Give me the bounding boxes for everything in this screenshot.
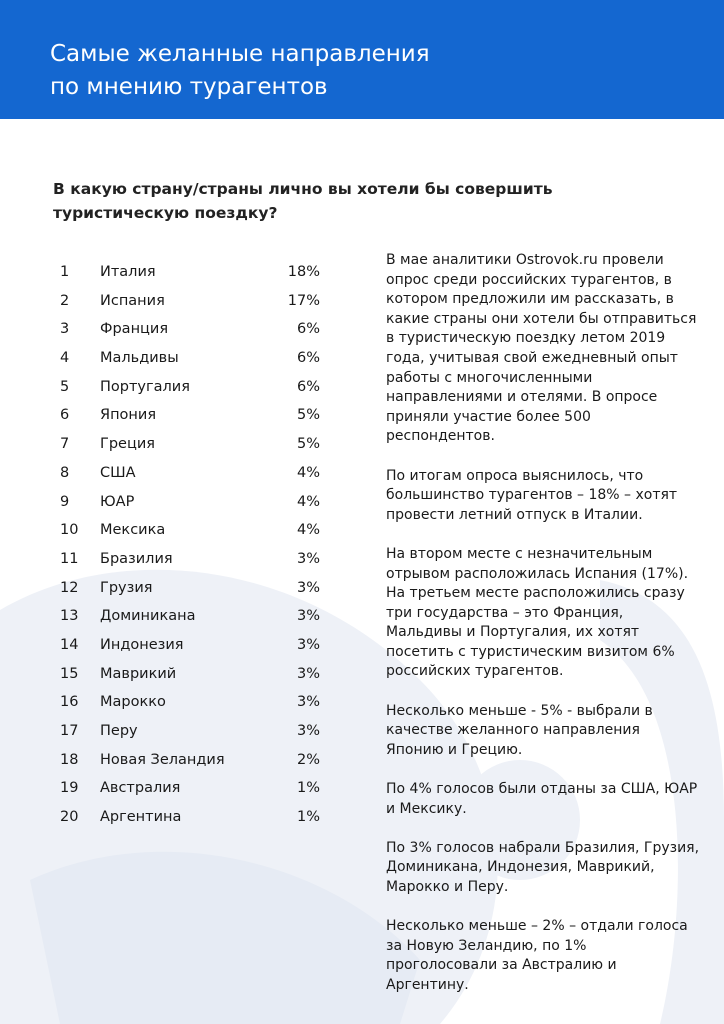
country-name: Доминикана (100, 608, 196, 625)
rank-number: 4 (60, 350, 70, 367)
country-name: Италия (100, 264, 156, 280)
rank-number: 12 (60, 579, 79, 596)
country-percent: 3% (296, 579, 320, 596)
ranking-row (60, 430, 320, 459)
country-name: Франция (100, 321, 169, 338)
country-percent: 1% (296, 780, 320, 797)
rank-number: 6 (60, 407, 70, 424)
rank-number: 16 (60, 694, 79, 711)
title-line-2: по мнению турагентов (50, 74, 328, 100)
country-name: Аргентина (100, 809, 182, 826)
ranking-row (60, 516, 320, 545)
rank-number: 3 (60, 321, 70, 338)
country-name: Мальдивы (100, 350, 179, 367)
rank-number: 10 (60, 522, 79, 539)
rank-number: 19 (60, 780, 79, 797)
country-name: Австралия (100, 780, 181, 797)
ranking-row (60, 774, 320, 803)
paragraph-three-percent: По 3% голосов набрали Бразилия, Грузия, Доминикана, Индонезия, Маврикий, Марокко и Перу. (386, 839, 700, 895)
article-text (386, 251, 701, 1015)
country-ranking-list (60, 258, 320, 832)
rank-number: 7 (60, 436, 70, 453)
country-percent: 4% (296, 464, 320, 481)
country-name: Перу (100, 723, 138, 739)
country-name: Индонезия (100, 636, 184, 653)
ranking-row (60, 459, 320, 488)
country-percent: 5% (296, 436, 320, 453)
country-percent: 5% (296, 407, 320, 424)
rank-number: 17 (60, 723, 79, 739)
ranking-row (60, 401, 320, 430)
country-percent: 4% (296, 493, 320, 510)
country-percent: 3% (296, 694, 320, 711)
country-percent: 6% (296, 378, 320, 395)
country-percent: 3% (296, 723, 320, 739)
paragraph-intro: В мае аналитики Ostrovok.ru провели опрос среди российских турагентов, в котором предложили им рассказать, в какие страны они хотели бы отправиться в туристическую поездку летом 2019 года, учитывая свой ежедневный опыт работы с многочисленными направлениями и отелями. В опросе приняли участие более 500 респондентов. (386, 252, 697, 445)
ranking-row (60, 746, 320, 775)
country-percent: 2% (296, 751, 320, 768)
ranking-row (60, 803, 320, 832)
country-percent: 1% (296, 809, 320, 826)
ranking-row (60, 315, 320, 344)
ranking-row (60, 631, 320, 660)
country-name: Грузия (100, 579, 153, 596)
rank-number: 1 (60, 264, 70, 280)
ranking-row (60, 373, 320, 402)
ranking-row (60, 602, 320, 631)
ranking-row (60, 344, 320, 373)
ranking-row (60, 688, 320, 717)
paragraph-two-one-percent: Несколько меньше – 2% – отдали голоса за Новую Зеландию, по 1% проголосовали за Австралию и Аргентину. (386, 918, 688, 993)
ranking-row (60, 488, 320, 517)
country-name: Бразилия (100, 550, 173, 567)
country-name: Греция (100, 436, 155, 453)
rank-number: 20 (60, 809, 79, 826)
ranking-row (60, 660, 320, 689)
rank-number: 11 (60, 550, 79, 567)
rank-number: 5 (60, 378, 70, 395)
country-name: США (100, 464, 136, 481)
country-percent: 3% (296, 550, 320, 567)
title-line-1: Самые желанные направления (50, 41, 430, 67)
rank-number: 9 (60, 493, 70, 510)
rank-number: 14 (60, 636, 79, 653)
country-percent: 3% (296, 636, 320, 653)
rank-number: 2 (60, 292, 70, 309)
country-percent: 3% (296, 665, 320, 682)
paragraph-five-percent: Несколько меньше - 5% - выбрали в качестве желанного направления Японию и Грецию. (386, 702, 653, 758)
page-header (0, 0, 724, 119)
country-name: Маврикий (100, 665, 177, 682)
country-name: ЮАР (100, 493, 135, 510)
country-name: Испания (100, 292, 165, 309)
ranking-row (60, 545, 320, 574)
paragraph-four-percent: По 4% голосов были отданы за США, ЮАР и Мексику. (386, 781, 698, 817)
country-name: Марокко (100, 694, 166, 711)
country-percent: 6% (296, 321, 320, 338)
ranking-row (60, 717, 320, 746)
survey-question: В какую страну/страны лично вы хотели бы совершить туристическую поездку? (53, 180, 553, 222)
country-percent: 17% (287, 292, 320, 309)
paragraph-italy: По итогам опроса выяснилось, что большинство турагентов – 18% – хотят провести летний отпуск в Италии. (386, 467, 678, 523)
country-name: Новая Зеландия (100, 751, 225, 768)
ranking-row (60, 258, 320, 287)
country-percent: 6% (296, 350, 320, 367)
rank-number: 18 (60, 751, 79, 768)
page-title (50, 38, 430, 104)
country-name: Мексика (100, 522, 166, 539)
rank-number: 15 (60, 665, 79, 682)
ranking-row (60, 287, 320, 316)
ranking-row (60, 574, 320, 603)
country-percent: 18% (287, 264, 320, 280)
country-name: Португалия (100, 378, 190, 395)
country-name: Япония (100, 407, 157, 424)
country-percent: 3% (296, 608, 320, 625)
paragraph-second-third: На втором месте с незначительным отрывом расположилась Испания (17%). На третьем месте расположились сразу три государства – это Франция, Мальдивы и Португалия, их хотят посетить с туристическим визитом 6% российских турагентов. (386, 545, 689, 680)
country-percent: 4% (296, 522, 320, 539)
rank-number: 13 (60, 608, 79, 625)
rank-number: 8 (60, 464, 70, 481)
